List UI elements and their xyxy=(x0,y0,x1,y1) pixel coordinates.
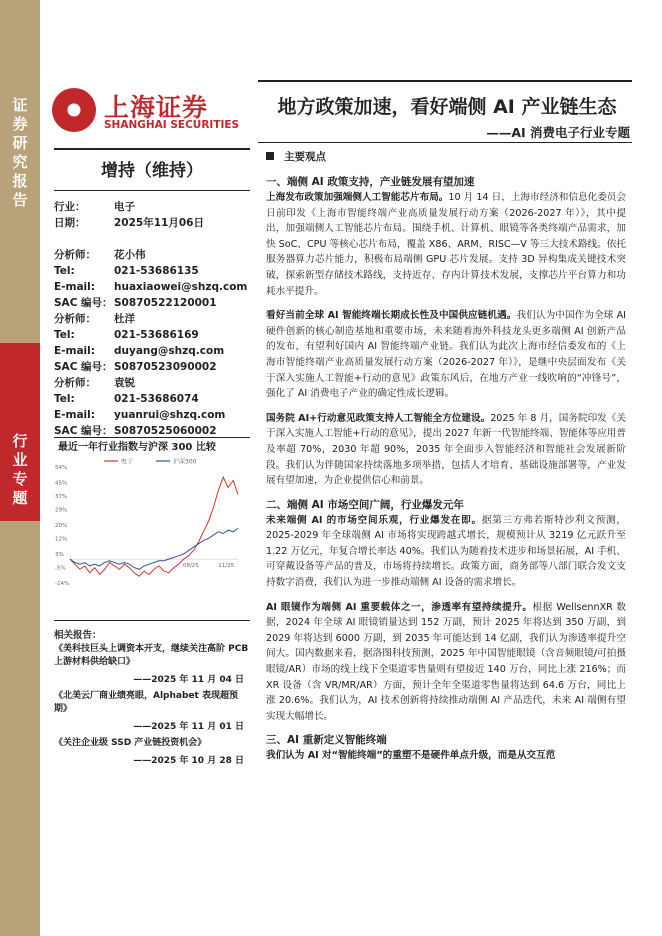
report-subtitle: ——AI 消费电子行业专题 xyxy=(486,125,630,140)
y-tick-label: 54% xyxy=(55,465,68,471)
analyst-value[interactable]: huaxiaowei@shzq.com xyxy=(114,281,248,293)
sidebar-topic-label: 行业专题 xyxy=(12,432,28,507)
analyst-key: SAC 编号： xyxy=(54,297,113,309)
paragraph-lead: 未来端侧 AI 的市场空间乐观，行业爆发在即。 xyxy=(266,514,482,526)
y-tick-label: 20% xyxy=(55,523,68,529)
main-heading: 主要观点 xyxy=(266,150,626,165)
meta-key: 日期： xyxy=(54,217,86,229)
related-report-date: ——2025 年 11 月 04 日 xyxy=(133,675,244,685)
analyst-key: 分析师： xyxy=(54,313,96,325)
company-logo xyxy=(52,86,252,136)
paragraph-text: 2025 年 8 月，国务院印发《关于深入实施人工智能+行动的意见》，提出 2027 年新一代智能终端、智能体等应用普及率超 70%，2030 年超 90%，2035 年全面步入智能经济和智能社会发展新阶段。我们认为伴随国家持续落地多项举措，包括人才培育、基础设施部署等，产业发展有望加速，为企业提供信心和前景。 xyxy=(266,412,626,487)
index-comparison-chart xyxy=(54,437,250,612)
paragraph-lead: 我们认为 AI 对“智能终端”的重塑不是硬件单点升级，而是从交互范 xyxy=(266,750,556,762)
sidebar-report-label: 证券研究报告 xyxy=(12,96,28,209)
paragraph xyxy=(266,411,626,489)
x-tick-label: 11/25 xyxy=(218,563,235,570)
analyst-key: Tel: xyxy=(54,393,75,405)
y-tick-label: 29% xyxy=(55,507,68,514)
analyst-value: 花小伟 xyxy=(114,249,146,261)
paragraph-lead: 上海发布政策加强端侧人工智能芯片布局。 xyxy=(266,192,449,203)
analyst-value: 021-53686135 xyxy=(114,265,199,277)
analyst-key: 分析师： xyxy=(54,249,96,261)
paragraph-text: 根据 WellsennXR 数据，2024 年全球 AI 眼镜销量达到 152 万副，预计 2025 年将达到 350 万副，到 2029 年将达到 6000 万副，到 2035 年可能达到 14 亿副，我们认为渗透率提升空间大。国内数据来看，据洛图科技预测，2025 年中国智能眼镜（含音频眼镜/可拍摄眼镜/AR）市场的线上线下全渠道零售量则有望接近 140 万台，同比上涨 216%；而 XR 设备（含 VR/MR/AR）方面，预计全年全渠道零售量将达到 64.6 万台，同比上涨 20.6%。我们认为，AI 技术创新将持续推动端侧 AI 产品迭代，未来 AI 端侧有望实现大幅增长。 xyxy=(266,601,626,722)
related-report-title[interactable]: 《关注企业级 SSD 产业链投资机会》 xyxy=(54,738,207,748)
analyst-key: Tel: xyxy=(54,329,75,341)
analyst-key: E-mail: xyxy=(54,345,95,357)
analyst-key: E-mail: xyxy=(54,409,95,421)
main-content xyxy=(266,150,626,773)
square-bullet-icon xyxy=(266,152,274,160)
meta-value: 电子 xyxy=(114,201,135,213)
analyst-value: S0870522120001 xyxy=(114,297,217,309)
subtitle-rule xyxy=(258,142,632,143)
chart-title: 最近一年行业指数与沪深 300 比较 xyxy=(58,442,216,453)
chart-svg xyxy=(54,455,250,605)
series-line xyxy=(70,528,238,569)
title-top-rule xyxy=(258,80,632,82)
analyst-value: 杜洋 xyxy=(114,313,135,325)
related-report-date: ——2025 年 10 月 28 日 xyxy=(133,756,244,766)
y-tick-label: -14% xyxy=(55,581,70,587)
paragraph xyxy=(266,513,626,591)
analyst-value: 袁锐 xyxy=(114,377,135,389)
analyst-value[interactable]: yuanrui@shzq.com xyxy=(114,409,226,421)
analyst-value: 021-53686169 xyxy=(114,329,199,341)
analyst-row xyxy=(54,359,250,375)
section-title: 三、AI 重新定义智能终端 xyxy=(266,734,387,747)
series-line xyxy=(70,477,238,576)
analyst-row xyxy=(54,263,250,279)
analyst-row xyxy=(54,279,250,295)
analyst-key: SAC 编号： xyxy=(54,361,113,373)
analyst-value[interactable]: duyang@shzq.com xyxy=(114,345,225,357)
legend-label: 沪深300 xyxy=(173,458,197,466)
meta-key: 行业： xyxy=(54,201,86,213)
meta-value: 2025年11月06日 xyxy=(114,217,204,229)
analyst-row xyxy=(54,327,250,343)
logo-emblem-icon xyxy=(52,88,96,132)
left-info-column xyxy=(54,148,250,439)
analyst-row xyxy=(54,407,250,423)
analyst-row xyxy=(54,375,250,391)
paragraph xyxy=(266,190,626,299)
rating: 增持（维持） xyxy=(54,148,250,191)
analyst-row xyxy=(54,295,250,311)
section-title: 二、端侧 AI 市场空间广阔，行业爆发元年 xyxy=(266,498,464,511)
related-reports-list xyxy=(54,643,250,766)
y-tick-label: 37% xyxy=(55,494,68,500)
section-title: 一、端侧 AI 政策支持，产业链发展有望加速 xyxy=(266,176,475,188)
analyst-row xyxy=(54,343,250,359)
paragraph-lead: AI 眼镜作为端侧 AI 重要载体之一，渗透率有望持续提升。 xyxy=(266,601,533,613)
analyst-row xyxy=(54,311,250,327)
meta-row xyxy=(54,199,250,215)
paragraph-lead: 国务院 AI+行动意见政策支持人工智能全方位建设。 xyxy=(266,412,491,424)
paragraph-text: 10 月 14 日，上海市经济和信息化委员会日前印发《上海市智能终端产业高质量发展行动方案（2026-2027 年）》，其中提出，加强端侧人工智能芯片布局。围绕手机、计算机、眼镜等各类终端产品需求，加快 SoC、CPU 等核心芯片布局，覆盖 X86、ARM、RISC—V 等三大技术路线。依托服务器算力芯片能力，积极布局端侧 GPU 芯片发展。支持 3D 异构集成关键技术突破，探索新型存储技术路线，支持近存、存内计算技术发展，支撑芯片平台算力和功耗水平提升。 xyxy=(266,192,626,297)
analyst-list xyxy=(54,231,250,439)
analyst-key: Tel: xyxy=(54,265,75,277)
analyst-row xyxy=(54,391,250,407)
logo-en-text: SHANGHAI SECURITIES xyxy=(104,119,240,131)
y-tick-label: 3% xyxy=(55,552,64,558)
x-tick-label: 08/25 xyxy=(182,563,199,570)
y-tick-label: 45% xyxy=(55,480,68,487)
analyst-value: S0870525060002 xyxy=(114,425,217,437)
related-report-date: ——2025 年 11 月 01 日 xyxy=(133,722,244,732)
analyst-value: 021-53686074 xyxy=(114,393,199,405)
paragraph xyxy=(266,600,626,725)
y-tick-label: -5% xyxy=(55,565,66,572)
analyst-row xyxy=(54,247,250,263)
related-reports xyxy=(54,620,250,771)
related-report-title[interactable]: 《美科技巨头上调资本开支，继续关注高阶 PCB 上游材料供给缺口》 xyxy=(54,644,249,667)
paragraph-text: 据第三方弗若斯特沙利文预测，2025-2029 年全球端侧 AI 市场将实现跨越式增长，规模预计从 3219 亿元跃升至 1.22 万亿元，年复合增长率达 40%。我们认为随着技术进步和场景拓展，AI 手机、可穿戴设备等产品的普及，市场将持续增长。政策方面，商务部等八部门联合发文支持数字消费，我们认为进一步推动端侧 AI 设备的需求增长。 xyxy=(266,514,626,589)
paragraph-lead: 看好当前全球 AI 智能终端长期成长性及中国供应链机遇。 xyxy=(266,310,517,322)
analyst-value: S0870523090002 xyxy=(114,361,217,373)
paragraph-text: 我们认为中国作为全球 AI 硬件创新的核心制造基地和重要市场，未来随着海外科技龙头更多端侧 AI 创新产品的发布，有望利好国内 AI 智能终端产业链。我们认为此次上海市经信委发布的《上海市智能终端产业高质量发展行动方案（2026-2027 年）》，是继中央层面发布《关于深入实施人工智能+行动的意见》政策东风后，在地方产业一线吹响的“冲锋号”，强化了 AI 消费电子产业的确定性成长逻辑。 xyxy=(266,310,626,400)
analyst-key: SAC 编号： xyxy=(54,425,113,437)
legend-label: 电子 xyxy=(121,458,134,466)
logo-cn-text: 上海证券 xyxy=(104,93,209,122)
related-reports-heading: 相关报告： xyxy=(54,630,102,641)
paragraph xyxy=(266,748,626,764)
analyst-key: E-mail: xyxy=(54,281,95,293)
main-sections xyxy=(266,175,626,764)
meta-row xyxy=(54,215,250,231)
y-tick-label: 12% xyxy=(55,536,68,543)
meta-list xyxy=(54,191,250,231)
related-report-title[interactable]: 《北美云厂商业绩亮眼，Alphabet 表现超预期》 xyxy=(54,691,238,714)
analyst-key: 分析师： xyxy=(54,377,96,389)
report-title: 地方政策加速，看好端侧 AI 产业链生态 xyxy=(277,96,617,118)
paragraph xyxy=(266,308,626,402)
